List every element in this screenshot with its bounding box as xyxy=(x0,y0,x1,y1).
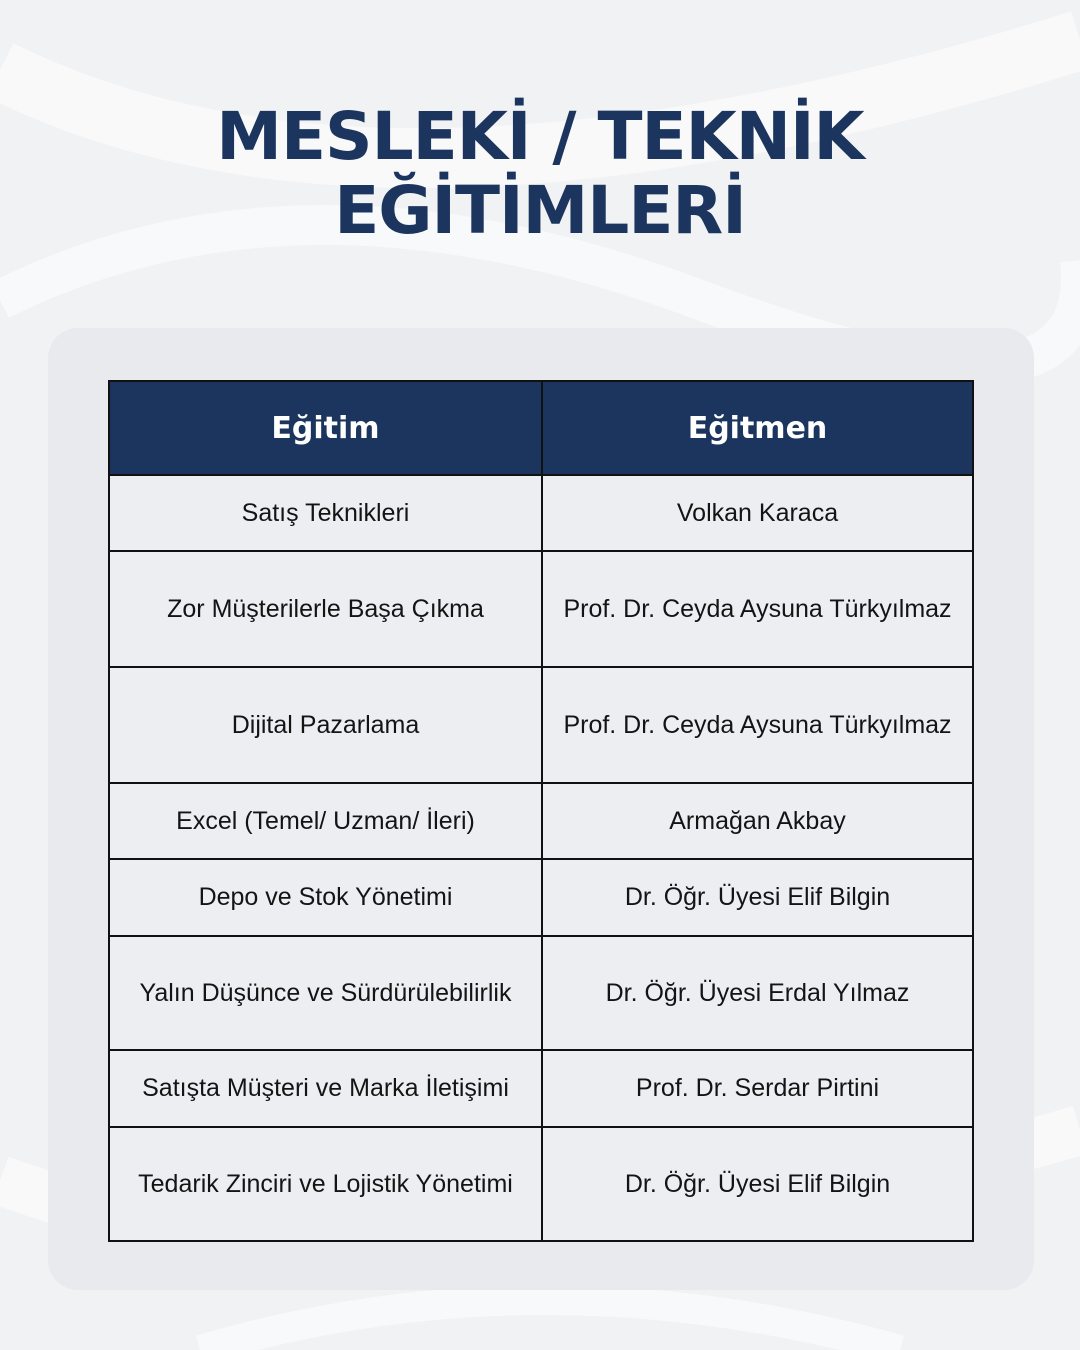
training-cell: Zor Müşterilerle Başa Çıkma xyxy=(109,551,542,667)
training-cell: Excel (Temel/ Uzman/ İleri) xyxy=(109,783,542,859)
table-row xyxy=(109,1127,973,1241)
instructor-cell: Dr. Öğr. Üyesi Elif Bilgin xyxy=(542,1127,973,1241)
instructor-cell: Dr. Öğr. Üyesi Erdal Yılmaz xyxy=(542,936,973,1050)
training-cell: Satışta Müşteri ve Marka İletişimi xyxy=(109,1050,542,1127)
table-row xyxy=(109,551,973,667)
table-row xyxy=(109,936,973,1050)
training-cell: Satış Teknikleri xyxy=(109,475,542,551)
training-cell: Yalın Düşünce ve Sürdürülebilirlik xyxy=(109,936,542,1050)
title-line-2: EĞİTİMLERİ xyxy=(334,172,746,249)
training-cell: Dijital Pazarlama xyxy=(109,667,542,783)
table-row xyxy=(109,475,973,551)
instructor-cell: Prof. Dr. Ceyda Aysuna Türkyılmaz xyxy=(542,551,973,667)
table-row xyxy=(109,783,973,859)
instructor-cell: Dr. Öğr. Üyesi Elif Bilgin xyxy=(542,859,973,936)
training-cell: Depo ve Stok Yönetimi xyxy=(109,859,542,936)
instructor-cell: Prof. Dr. Serdar Pirtini xyxy=(542,1050,973,1127)
table-row xyxy=(109,667,973,783)
column-header-training: Eğitim xyxy=(109,381,542,475)
column-header-instructor: Eğitmen xyxy=(542,381,973,475)
table-row xyxy=(109,1050,973,1127)
instructor-cell: Armağan Akbay xyxy=(542,783,973,859)
title-line-1: MESLEKİ / TEKNİK xyxy=(216,98,864,175)
table-row xyxy=(109,859,973,936)
page-title xyxy=(0,100,1080,248)
trainings-table xyxy=(108,380,974,1242)
training-cell: Tedarik Zinciri ve Lojistik Yönetimi xyxy=(109,1127,542,1241)
table-header-row xyxy=(109,381,973,475)
instructor-cell: Prof. Dr. Ceyda Aysuna Türkyılmaz xyxy=(542,667,973,783)
instructor-cell: Volkan Karaca xyxy=(542,475,973,551)
